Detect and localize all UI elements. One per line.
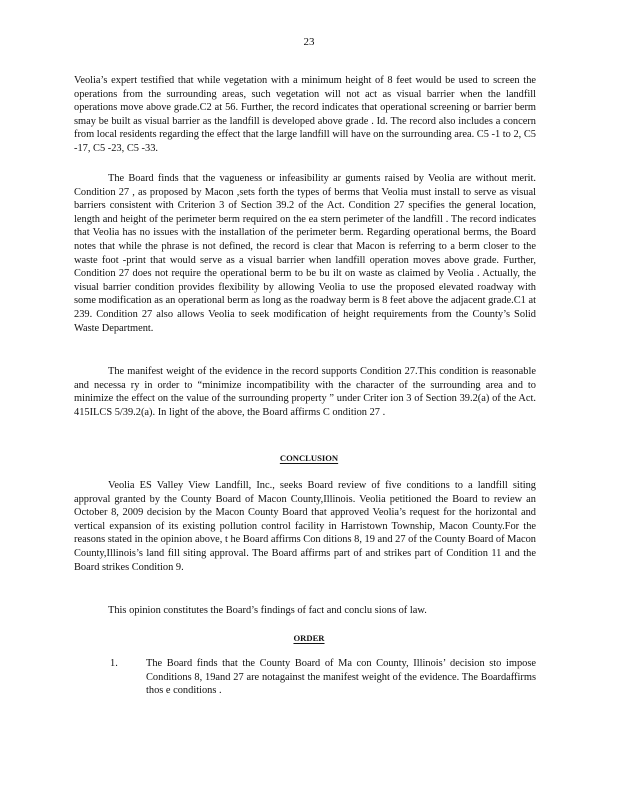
page-number: 23 [303, 36, 315, 48]
conclusion-heading [0, 452, 618, 466]
order-heading [0, 632, 618, 646]
order-item-number: 1. [110, 658, 118, 669]
order-heading-text: ORDER [293, 633, 325, 643]
conclusion-paragraph: Veolia ES Valley View Landfill, Inc., seeks Board review of five conditions to a landfill siting approval granted by the County Board of Macon County,Illinois. Veolia petitioned the Board to review an October 8, 2009 decision by the Macon County Board that approved Veolia’s request for the horizontal and vertical expansion of its existing pollution control facility in Harristown Township, Macon County.For the reasons stated in the opinion above, t he Board affirms Con ditions 8, 19 and 27 of the County Board of Macon County,Illinois’s land fill siting approval. The Board affirms part of and strikes part of Condition 11 and the Board strikes Condition 9. [74, 480, 536, 573]
conclusion-heading-text: CONCLUSION [279, 453, 339, 463]
body-paragraph: The Board finds that the vagueness or infeasibility ar guments raised by Veolia are without merit. Condition 27 , as proposed by Macon ,sets forth the types of berms that Veolia must install to serve as visual barriers consistent with Criterion 3 of Section 39.2 of the Act. Condition 27 specifies the general location, length and height of the perimeter berm required on the ea stern perimeter of the landfill . The record indicates that Veolia has no issues with the installation of the perimeter berm. Regarding operational berms, the Board notes that while the phrase is not defined, the record is clear that Macon is referring to a berm closer to the waste foot -print that would serve as a visual barrier when landfill operation moves above grade. Further, Condition 27 does not require the operational berm to be bu ilt on waste as claimed by Veolia . Actually, the visual barrier condition provides flexibility by allowing Veolia to use the proposed elevated roadway with some modification as an operational berm as long as the roadway berm is 8 feet above the adjacent grade.C1 at 239. Condition 27 also allows Veolia to seek modification of height requirements from the County’s Solid Waste Department. [74, 173, 536, 334]
order-item-text: The Board finds that the County Board of Ma con County, Illinois’ decision sto impose Conditions 8, 19and 27 are notagainst the manifest weight of the evidence. The Boardaffirms thos e conditions . [146, 658, 536, 697]
body-paragraph: The manifest weight of the evidence in the record supports Condition 27.This condition is reasonable and necessa ry in order to “minimize incompatibility with the character of the surrounding area and to minimize the effect on the value of the surrounding property ” under Criter ion 3 of Section 39.2(a) of the Act. 415ILCS 5/39.2(a). In light of the above, the Board affirms C ondition 27 . [74, 366, 536, 418]
conclusion-paragraph: This opinion constitutes the Board’s findings of fact and conclu sions of law. [108, 605, 427, 616]
body-paragraph: Veolia’s expert testified that while vegetation with a minimum height of 8 feet would be used to screen the operations from the surrounding areas, such vegetation will not act as visual barrier when the landfill operations move above grade.C2 at 56. Further, the record indicates that operational screening or barrier berm smay be built as visual barrier as the landfill is developed above grade . Id. The record also includes a concern from local residents regarding the effect that the large landfill will have on the surrounding area. C5 -1 to 2, C5 -17, C5 -23, C5 -33. [74, 75, 536, 154]
